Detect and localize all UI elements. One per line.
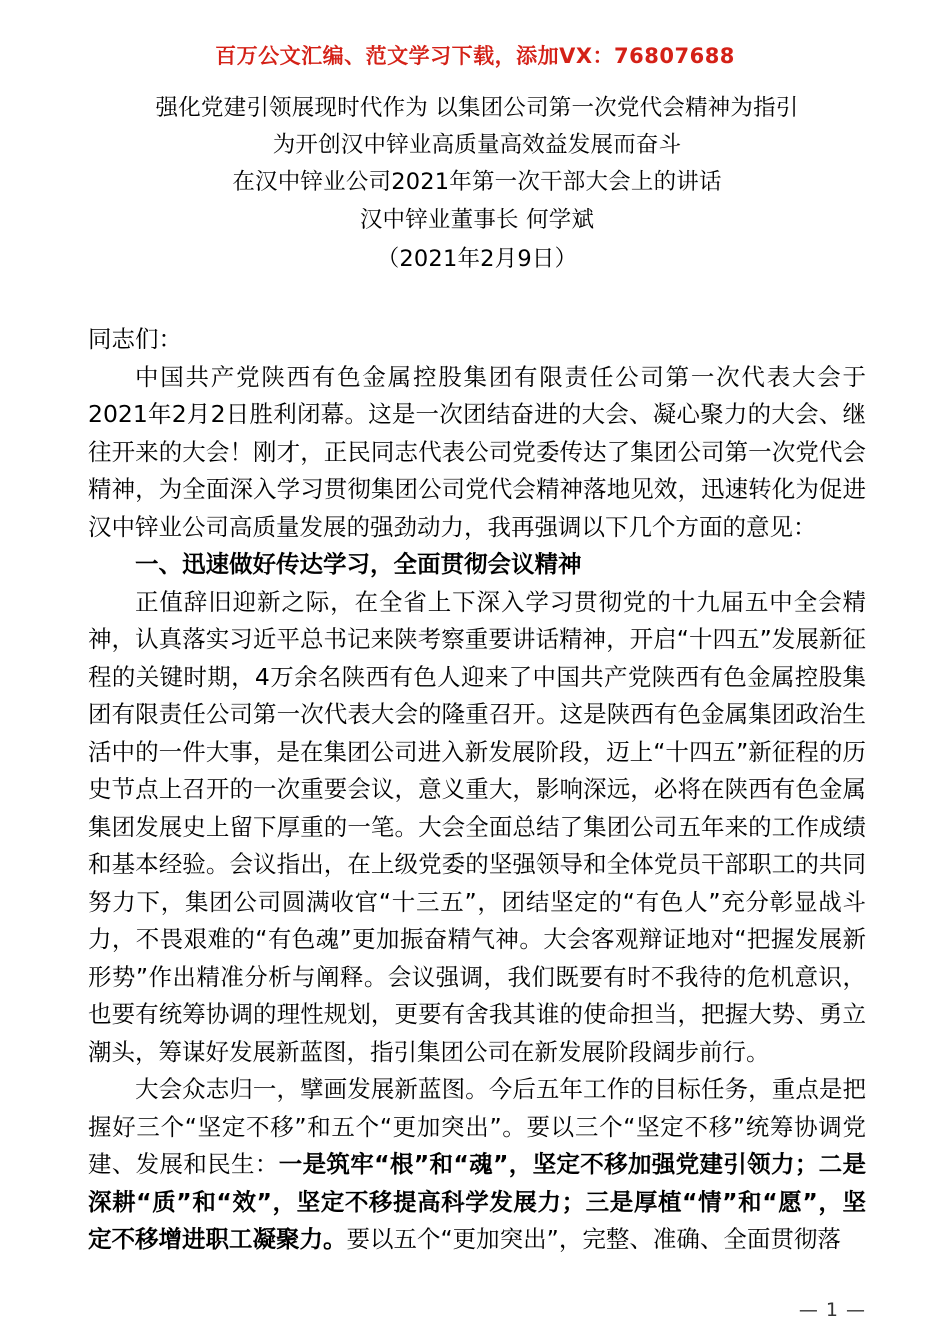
promo-watermark-header: 百万公文汇编、范文学习下载，添加VX：76807688 xyxy=(215,44,735,68)
document-body xyxy=(88,90,866,1259)
document-date: （2021年2月9日） xyxy=(376,246,578,272)
paragraph-section-1-a: 正值辞旧迎新之际，在全省上下深入学习贯彻党的十九届五中全会精神，认真落实习近平总书记来陕考察重要讲话精神，开启“十四五”发展新征程的关键时期，4万余名陕西有色人迎来了中国共产党陕西有色金属控股集团有限责任公司第一次代表大会的隆重召开。这是陕西有色金属集团政治生活中的一件大事，是在集团公司进入新发展阶段，迈上“十四五”新征程的历史节点上召开的一次重要会议，意义重大，影响深远，必将在陕西有色金属集团发展史上留下厚重的一笔。大会全面总结了集团公司五年来的工作成绩和基本经验。会议指出，在上级党委的坚强领导和全体党员干部职工的共同努力下，集团公司圆满收官“十三五”，团结坚定的“有色人”充分彰显战斗力，不畏艰难的“有色魂”更加振奋精气神。大会客观辩证地对“把握发展新形势”作出精准分析与阐释。会议强调，我们既要有时不我待的危机意识，也要有统筹协调的理性规划，更要有舍我其谁的使命担当，把握大势、勇立潮头，筹谋好发展新蓝图，指引集团公司在新发展阶段阔步前行。 xyxy=(88,587,866,1066)
paragraph-opening: 中国共产党陕西有色金属控股集团有限责任公司第一次代表大会于2021年2月2日胜利闭幕。这是一次团结奋进的大会、凝心聚力的大会、继往开来的大会！刚才，正民同志代表公司党委传达了集团公司第一次党代会精神，为全面深入学习贯彻集团公司党代会精神落地见效，迅速转化为促进汉中锌业公司高质量发展的强劲动力，我再强调以下几个方面的意见： xyxy=(88,362,866,541)
title-block xyxy=(88,90,866,279)
page-number-footer: — 1 — xyxy=(798,1299,866,1321)
document-author: 汉中锌业董事长 何学斌 xyxy=(359,207,595,233)
document-title-line-1: 强化党建引领展现时代作为 以集团公司第一次党代会精神为指引 xyxy=(155,95,799,121)
paragraph-lead-text: 大会众志归一，擘画发展新蓝图。今后五年工作的目标任务，重点是把握好三个“坚定不移”和五个“更加突出”。要以三个“坚定不移”统筹协调党建、发展和民生： xyxy=(88,1075,866,1178)
paragraph-bold-emphasis: 一是筑牢“根”和“魂”，坚定不移加强党建引领力；二是深耕“质”和“效”，坚定不移提高科学发展力；三是厚植“情”和“愿”，坚定不移增进职工凝聚力。 xyxy=(88,1150,867,1253)
paragraph-tail-text: 要以五个“更加突出”，完整、准确、全面贯彻落 xyxy=(346,1225,841,1253)
document-subtitle-occasion: 在汉中锌业公司2021年第一次干部大会上的讲话 xyxy=(232,169,722,195)
section-heading-1: 一、迅速做好传达学习，全面贯彻会议精神 xyxy=(135,550,582,578)
paragraph-section-1-b xyxy=(88,1071,866,1259)
document-title-line-2: 为开创汉中锌业高质量高效益发展而奋斗 xyxy=(272,132,682,158)
salutation: 同志们： xyxy=(88,325,182,353)
title-body-spacer xyxy=(88,279,866,321)
